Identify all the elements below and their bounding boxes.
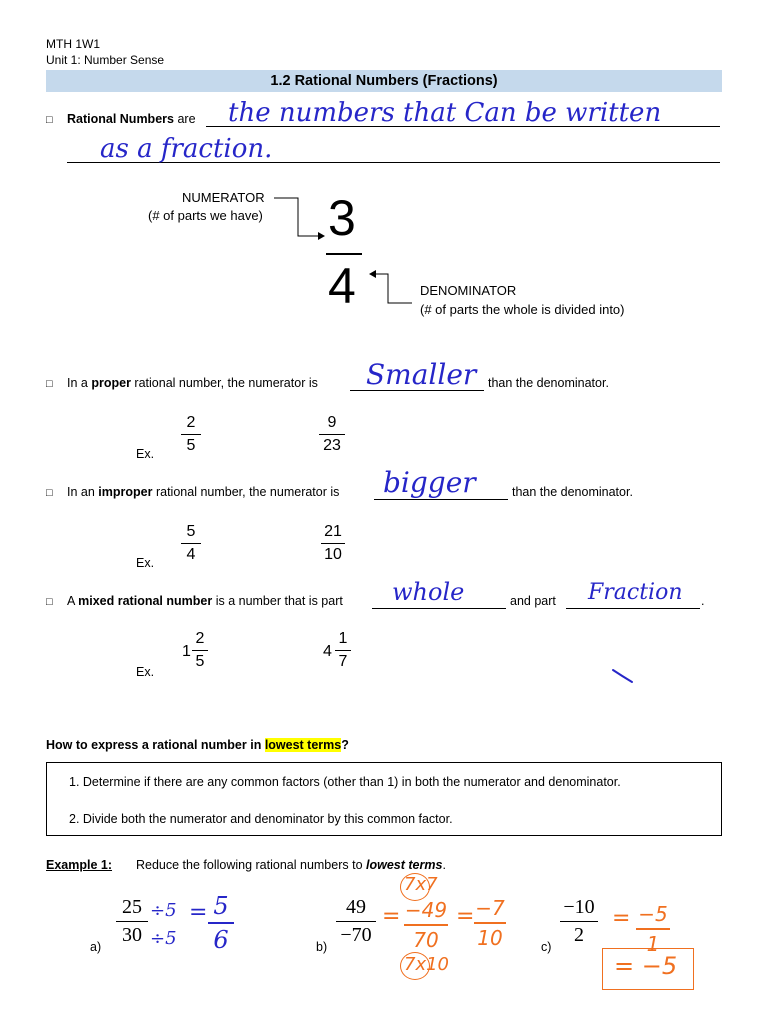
part-label: c) [541,940,552,954]
work-equals: = [189,900,208,925]
example-heading: Example 1: [46,858,113,872]
checkbox-icon: □ [46,596,53,608]
part-label: a) [90,940,102,954]
unit-title: Unit 1: Number Sense [46,53,165,67]
fraction-example: 9 23 [319,414,345,455]
problem-fraction: 25 30 [116,896,148,947]
mixed-answer-fraction: Fraction [588,580,683,605]
improper-sentence-start: In an improper rational number, the numerator is [67,485,340,499]
work-step: −49 70 [404,898,448,952]
denominator-digit: 4 [328,258,356,314]
fraction-example: 1 7 [335,630,351,671]
highlight: lowest terms [264,738,342,752]
improper-answer: bigger [383,466,476,499]
checkbox-icon: □ [46,378,53,390]
lowest-terms-question: How to express a rational number in lowest terms? [46,738,349,752]
answer-line [566,608,700,609]
work-final: = −5 [614,952,678,980]
denominator-label: DENOMINATOR [420,283,517,298]
fraction-example: 21 10 [321,523,345,564]
mixed-sentence-start: A mixed rational number is a number that is part [67,594,343,608]
step-2: 2. Divide both the numerator and denominator by this common factor. [69,812,453,826]
work-step: −5 1 [636,902,670,956]
work-equals: = [456,904,475,929]
page-title: 1.2 Rational Numbers (Fractions) [270,73,498,89]
mixed-term: mixed rational number [78,594,213,608]
work-divide: ÷5 [150,900,177,921]
mixed-end: . [701,594,705,608]
proper-sentence-start: In a proper rational number, the numerator is [67,376,318,390]
part-label: b) [316,940,328,954]
improper-sentence-end: than the denominator. [512,485,633,499]
section-title-bar [46,70,722,92]
answer-line [374,499,508,500]
checkbox-icon: □ [46,114,53,126]
work-divide: ÷5 [150,928,177,949]
proper-sentence-end: than the denominator. [488,376,609,390]
definition-answer-2: as a fraction. [100,134,273,164]
numerator-arrow-icon [270,192,330,242]
example-label: Ex. [136,665,155,679]
definition-term: Rational Numbers [67,112,174,126]
mixed-whole: 1 [182,643,191,660]
work-factor: 7x7 [404,874,438,895]
definition-connector: are [177,112,196,126]
fraction-example: 2 5 [192,630,208,671]
definition-answer-1: the numbers that Can be written [228,98,662,128]
improper-term: improper [98,485,153,499]
work-result: 5 6 [208,892,234,954]
pen-stroke-mark [610,666,636,686]
mixed-answer-whole: whole [392,578,465,606]
numerator-digit: 3 [328,190,356,246]
work-result: −7 10 [475,896,505,950]
steps-box [46,762,722,836]
checkbox-icon: □ [46,487,53,499]
proper-answer: Smaller [366,358,477,391]
work-factor: 7x10 [404,954,450,975]
mixed-connector: and part [510,594,556,608]
example-label: Ex. [136,556,155,570]
work-equals: = [382,904,401,929]
work-equals: = [612,906,631,931]
denominator-arrow-icon [366,268,416,308]
numerator-note: (# of parts we have) [148,208,263,223]
example-label: Ex. [136,447,155,461]
answer-line [372,608,506,609]
problem-fraction: 49 −70 [336,896,376,947]
course-code: MTH 1W1 [46,37,100,51]
step-1: 1. Determine if there are any common factors (other than 1) in both the numerator and denominator. [69,775,621,789]
fraction-example: 5 4 [181,523,201,564]
example-instruction: Reduce the following rational numbers to lowest terms. [136,858,446,872]
problem-fraction: −10 2 [560,896,598,947]
fraction-example: 2 5 [181,414,201,455]
definition-label [67,112,196,126]
fraction-bar [326,253,362,255]
denominator-note: (# of parts the whole is divided into) [420,302,625,317]
mixed-whole: 4 [323,643,332,660]
proper-term: proper [91,376,131,390]
numerator-label: NUMERATOR [182,190,265,205]
